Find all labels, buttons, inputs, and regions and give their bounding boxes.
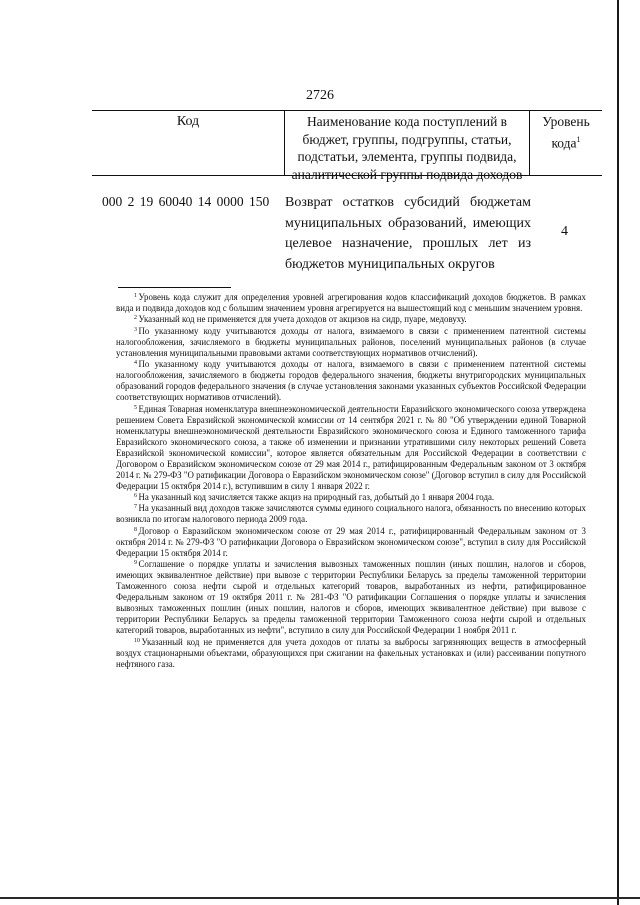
- footnote-number: 6: [134, 492, 137, 499]
- footnote: [116, 637, 586, 670]
- header-level: [530, 113, 602, 152]
- footnote: [116, 326, 586, 359]
- table-header: [92, 110, 602, 182]
- footnote-number: 9: [134, 560, 137, 567]
- header-level-footnote-ref: 1: [576, 134, 581, 144]
- footnote-number: 1: [134, 293, 137, 299]
- footnote-text: Единая Товарная номенклатура внешнеэкономической деятельности Евразийского экономического союза утверждена решением Совета Евразийской экономической комиссии от 14 сентября 2021 г. № 80 "Об утверждении единой Товарной номенклатуры внешнеэкономической деятельности Евразийского экономического союза и Единого таможенного тарифа Евразийского экономического союза, а также об изменении и признании утратившими силу некоторых решений Совета Евразийской экономической комиссии", которое является обязательным для Российской Федерации в соответствии с Договором о Евразийском экономическом союзе от 29 мая 2014 г., ратифицированным Федеральным законом от 3 октября 2014 г. № 279-ФЗ "О ратификации Договора о Евразийском экономическом союзе" (Договор вступил в силу для Российской Федерации 15 октября 2014 г.), вступившим в силу 1 января 2022 г.: [116, 403, 586, 491]
- footnote-number: 3: [134, 326, 137, 333]
- footnote-number: 2: [134, 315, 137, 322]
- footnote-text: По указанному коду учитываются доходы от налога, взимаемого в связи с применением патентной системы налогообложения, зачисляемого в бюджеты городов федерального значения, бюджеты внутригородских муниципальных образований городов федерального значения (в случае установления законами указанных субъектов Российской Федерации соответствующих нормативов отчислений).: [116, 359, 586, 403]
- footnote: [116, 314, 586, 325]
- scan-edge-bottom: [0, 897, 640, 899]
- footnote: [116, 359, 586, 403]
- footnote-text: Уровень кода служит для определения уровней агрегирования кодов классификаций доходов бюджетов. В рамках вида и подвида доходов код с большим значением уровня агрегируется на вышестоящий код с меньшим значением уровня.: [116, 292, 586, 313]
- footnotes: [116, 292, 586, 670]
- footnote: [116, 559, 586, 636]
- row-name: Возврат остатков субсидий бюджетам муниципальных образований, имеющих целевое назначение, прошлых лет из бюджетов муниципальных округов: [285, 195, 531, 272]
- footnote: [116, 404, 586, 492]
- footnote-text: Соглашение о порядке уплаты и зачисления вывозных таможенных пошлин (иных пошлин, налогов и сборов, имеющих эквивалентное действие) при вывозе с территории Республики Беларусь за пределы таможенной территории Таможенного союза нефти сырой и отдельных категорий товаров, выработанных из нефти, ратифицированное Федеральным законом от 19 октября 2011 г. № 281-ФЗ "О ратификации Соглашения о порядке уплаты и зачисления вывозных таможенных пошлин (иных пошлин, налогов и сборов, имеющих эквивалентное действие) при вывозе с территории Республики Беларусь за пределы таможенной территории Таможенного союза нефти сырой и отдельных категорий товаров, выработанных из нефти", вступило в силу для Российской Федерации 1 ноября 2011 г.: [116, 559, 586, 636]
- header-code: Код: [176, 114, 200, 129]
- footnote-number: 8: [134, 526, 137, 533]
- footnote-number: 10: [134, 637, 140, 644]
- footnote-text: Указанный код не применяется для учета доходов от акцизов на сидр, пуаре, медовуху.: [138, 314, 467, 325]
- footnote-text: На указанный вид доходов также зачисляются суммы единого социального налога, обязанность по внесению которых возникла по итогам налогового периода 2009 года.: [116, 503, 586, 525]
- header-name: Наименование кода поступлений в бюджет, группы, подгруппы, статьи, подстатьи, элемента, группы подвида, аналитической группы подвида доходов: [291, 114, 523, 182]
- scan-edge-right: [617, 0, 619, 905]
- footnote: [116, 526, 586, 559]
- row-level: 4: [561, 224, 568, 239]
- footnote-text: Договор о Евразийском экономическом союзе от 29 мая 2014 г., ратифицированный Федеральным законом от 3 октября 2014 г. № 279-ФЗ "О ратификации Договора о Евразийском экономическом союзе", вступил в силу для Российской Федерации 15 октября 2014 г.: [116, 525, 586, 558]
- row-code: 000 2 19 60040 14 0000 150: [102, 194, 270, 209]
- footnote-text: По указанному коду учитываются доходы от налога, взимаемого в связи с применением патентной системы налогообложения, зачисляемого в бюджеты муниципальных районов, поселений муниципальных районов (в случае установления муниципальными правовыми актами соответствующих нормативов отчислений).: [116, 325, 586, 358]
- footnote-text: На указанный код зачисляется также акциз на природный газ, добытый до 1 января 2004 года.: [138, 491, 495, 502]
- page-number: 2726: [306, 88, 334, 103]
- footnote: [116, 292, 586, 314]
- footnote-number: 4: [134, 360, 137, 367]
- footnote-text: Указанный код не применяется для учета доходов от платы за выбросы загрязняющих веществ в атмосферный воздух стационарными объектами, образующихся при сжигании на факельных установках и (или) рассеивании попутного нефтяного газа.: [116, 636, 586, 669]
- footnote: [116, 503, 586, 525]
- header-level-label: Уровень кода: [542, 114, 590, 150]
- footnote: [116, 492, 586, 503]
- footnote-separator: [118, 287, 231, 288]
- footnote-number: 7: [134, 504, 137, 511]
- footnote-number: 5: [134, 404, 137, 411]
